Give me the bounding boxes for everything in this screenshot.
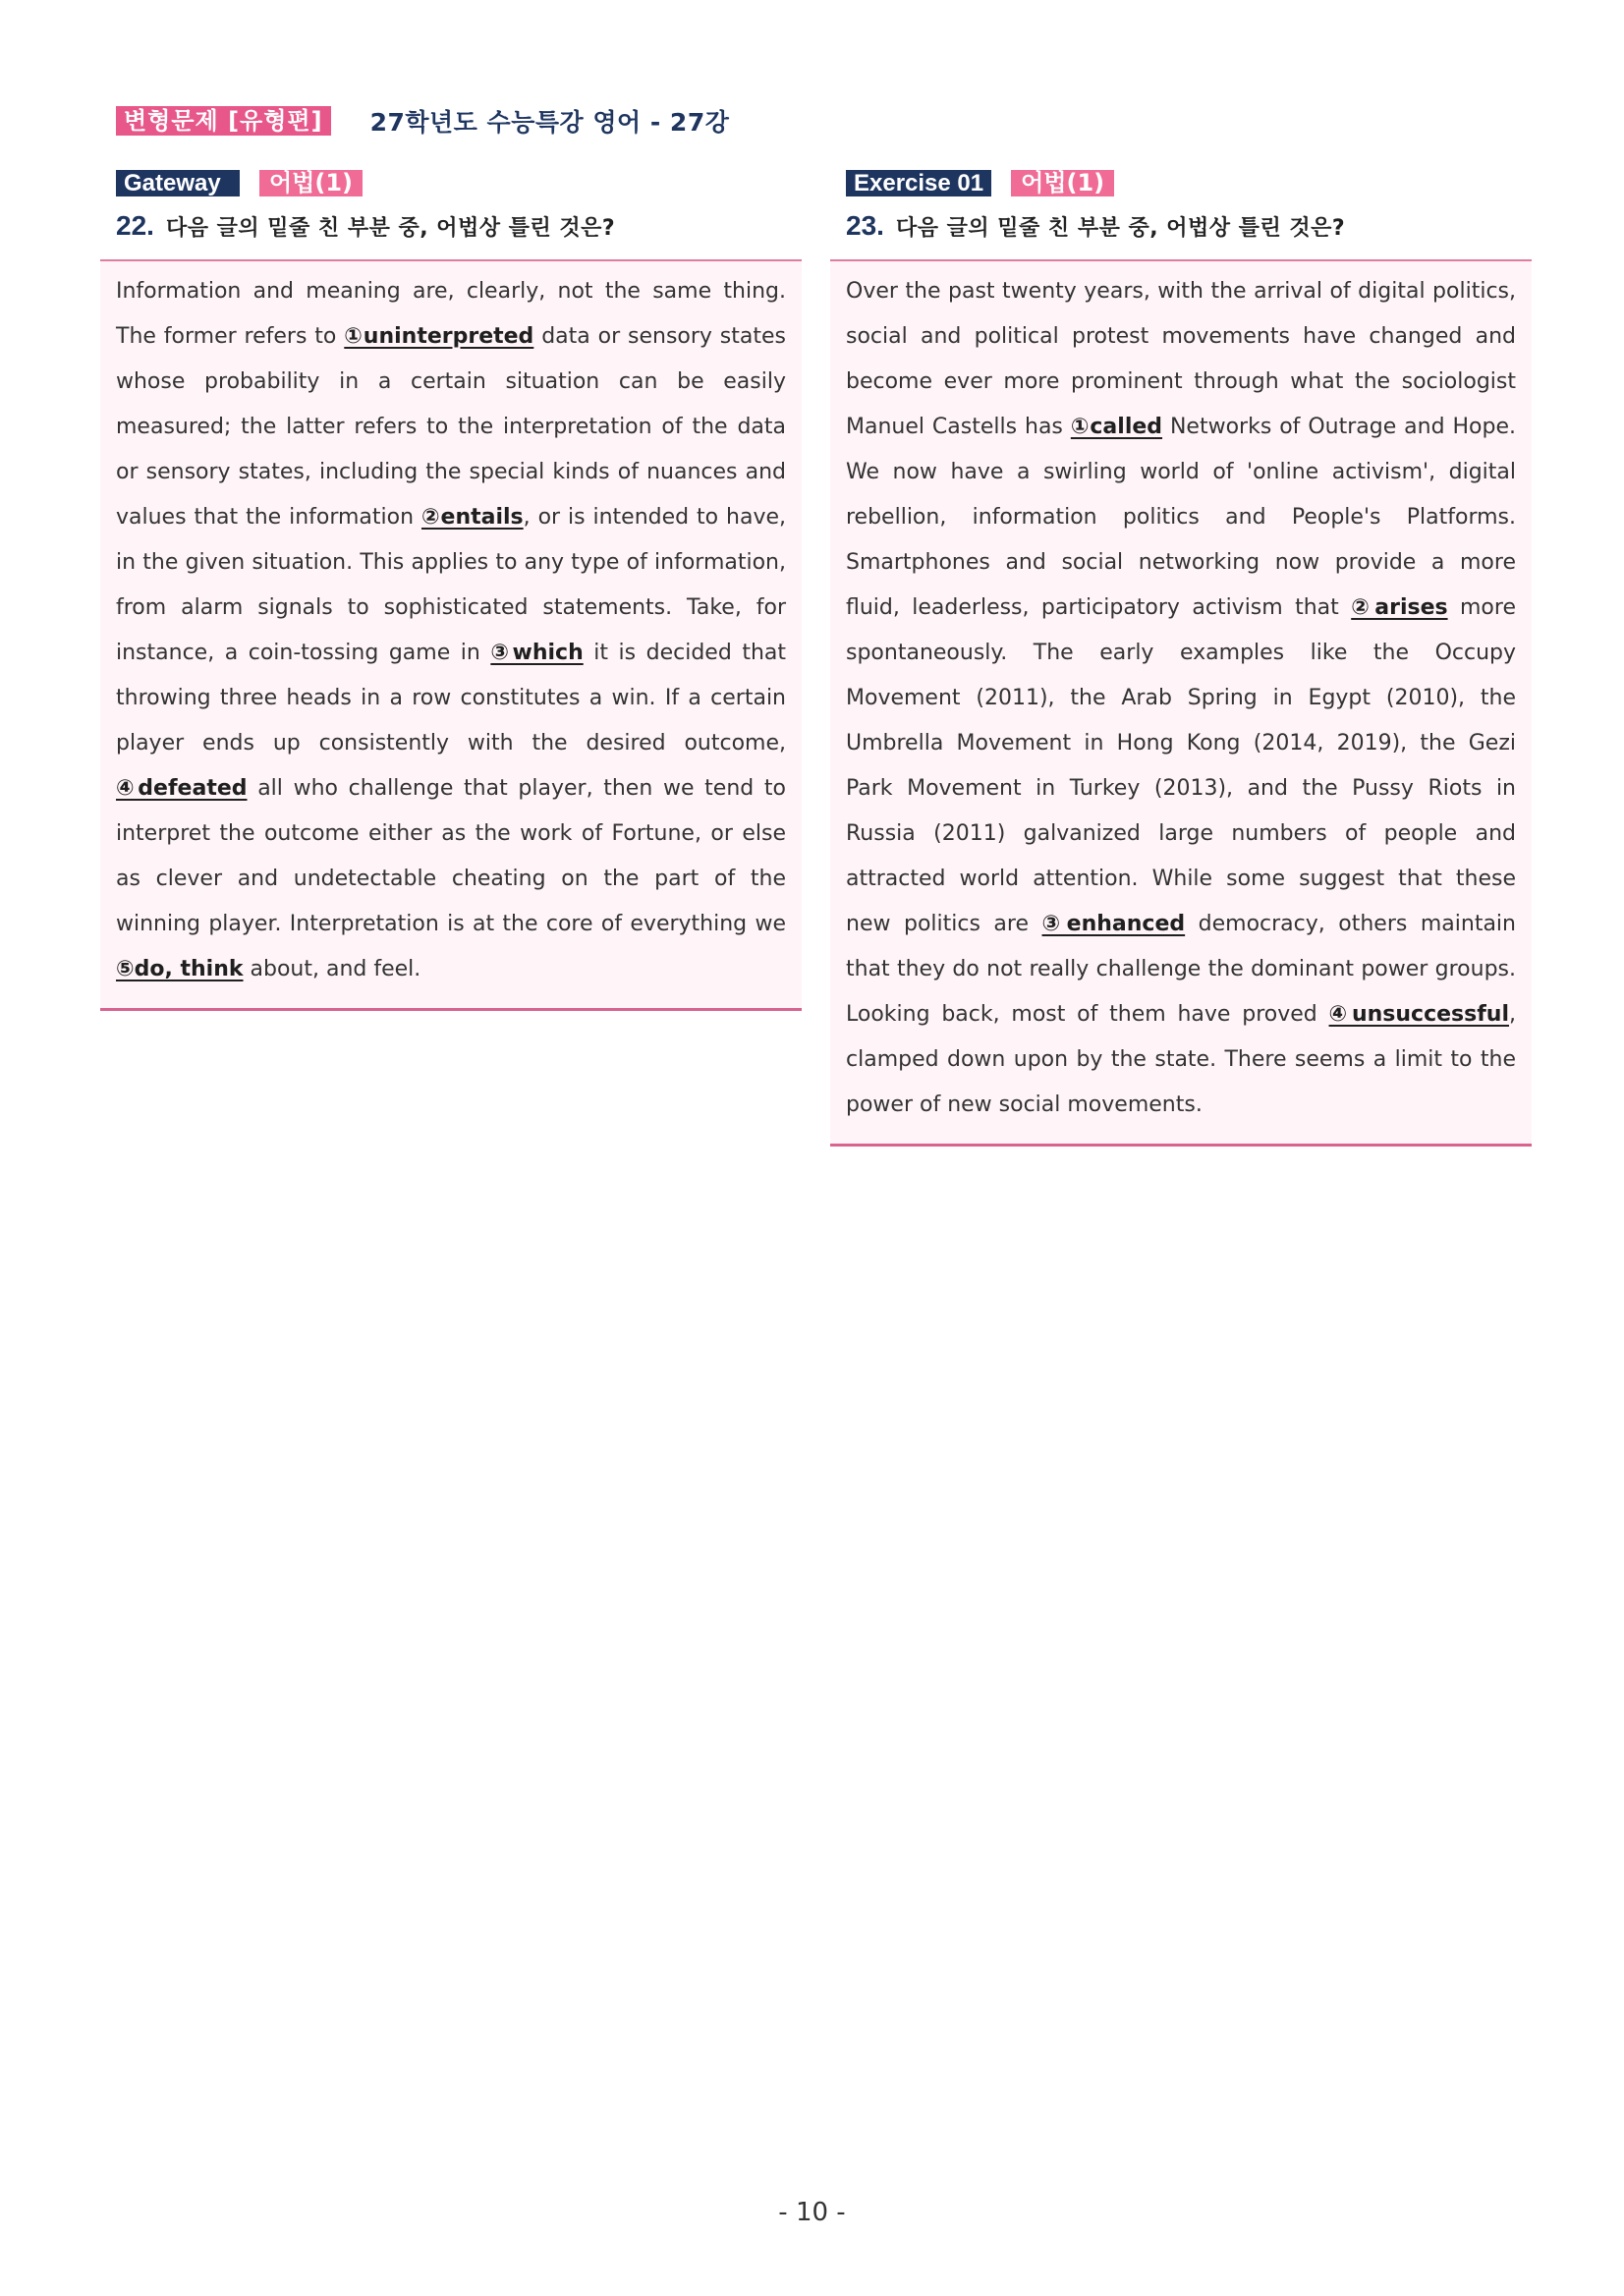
text-segment: data or sensory states whose probability in a certain situation can be easily measured; the latter refers to the interpretation of the data or sensory states, including the special kinds of nuances and values that the information: [116, 324, 786, 530]
page-header: [116, 103, 729, 139]
tag-row: [116, 169, 802, 196]
text-segment: Information and meaning are, clearly, not the same thing. The former refers to: [116, 279, 786, 349]
passage-text: [116, 269, 786, 992]
text-segment: , or is intended to have, in the given situation. This applies to any type of information, from alarm signals to sophisticated statements. Take, for instance, a coin-tossing game in: [116, 505, 787, 665]
header-badge: 변형문제 [유형편]: [116, 106, 331, 136]
underlined-choice-2: ②entails: [420, 505, 524, 530]
question-number: 23.: [846, 210, 884, 241]
question-22: [100, 169, 802, 1011]
underlined-choice-2: ②arises: [1351, 595, 1448, 620]
question-prompt: [846, 206, 1532, 246]
header-title: 27학년도 수능특강 영어 - 27강: [369, 108, 730, 137]
underlined-choice-4: ④unsuccessful: [1328, 1002, 1509, 1027]
gateway-tag: Gateway: [116, 170, 240, 196]
question-text: 다음 글의 밑줄 친 부분 중, 어법상 틀린 것은?: [895, 215, 1346, 241]
question-text: 다음 글의 밑줄 친 부분 중, 어법상 틀린 것은?: [165, 215, 616, 241]
text-segment: democracy, others maintain that they do not really challenge the dominant power groups. Looking back, most of them have proved: [846, 912, 1516, 1027]
text-segment: it is decided that throwing three heads in a row constitutes a win. If a certain player ends up consistently with the desired outcome,: [116, 641, 786, 756]
grammar-tag: 어법(1): [259, 170, 363, 196]
underlined-choice-1: ①uninterpreted: [344, 324, 534, 349]
exercise-tag: Exercise 01: [846, 170, 991, 196]
passage-box: [830, 259, 1532, 1147]
question-prompt: [116, 206, 802, 246]
underlined-choice-3: ③which: [490, 641, 584, 665]
underlined-choice-1: ①called: [1070, 415, 1163, 439]
text-segment: Over the past twenty years, with the arrival of digital politics, social and political protest movements have changed and become ever more prominent through what the sociologist Manuel Castells has: [846, 279, 1516, 439]
grammar-tag: 어법(1): [1011, 170, 1114, 196]
text-segment: all who challenge that player, then we tend to interpret the outcome either as the work of Fortune, or else as clever and undetectable cheating on the part of the winning player. Interpretation is at the core of everything we: [116, 776, 786, 936]
passage-text: [846, 269, 1516, 1128]
underlined-choice-5: ⑤do, think: [116, 957, 244, 981]
underlined-choice-3: ③enhanced: [1041, 912, 1186, 936]
underlined-choice-4: ④defeated: [116, 776, 248, 801]
passage-box: [100, 259, 802, 1011]
text-segment: about, and feel.: [243, 957, 421, 981]
text-segment: more spontaneously. The early examples like the Occupy Movement (2011), the Arab Spring in Egypt (2010), the Umbrella Movement in Hong Kong (2014, 2019), the Gezi Park Movement in Turkey (2013), and the Pussy Riots in Russia (2011) galvanized large numbers of people and attracted world attention. While some suggest that these new politics are: [846, 595, 1516, 936]
page-number: - 10 -: [778, 2198, 846, 2227]
text-segment: , clamped down upon by the state. There seems a limit to the power of new social movements.: [846, 1002, 1516, 1117]
tag-row: [846, 169, 1532, 196]
question-23: [830, 169, 1532, 1147]
question-number: 22.: [116, 210, 154, 241]
text-segment: Networks of Outrage and Hope. We now have a swirling world of 'online activism', digital rebellion, information politics and People's Platforms. Smartphones and social networking now provide a more fluid, leaderless, participatory activism that: [846, 415, 1516, 620]
